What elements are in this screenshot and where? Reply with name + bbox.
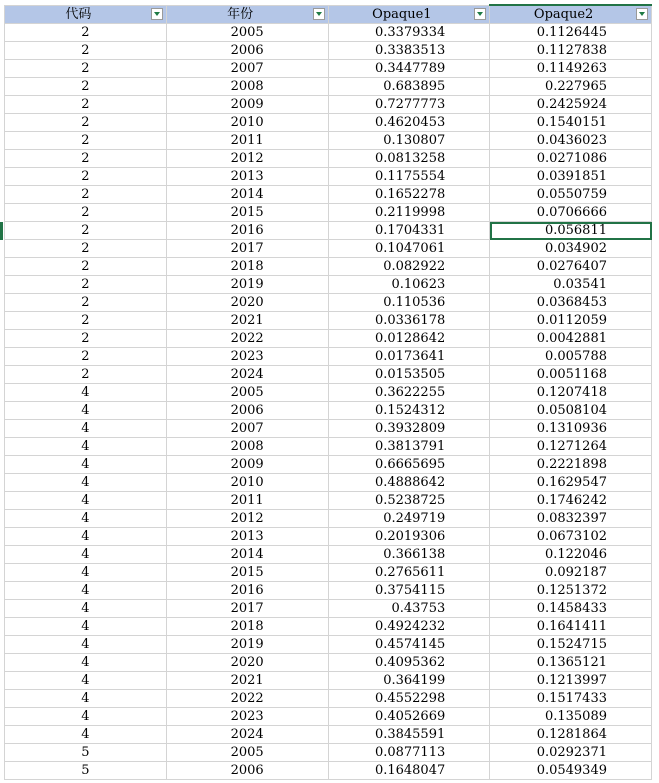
cell-opaque1[interactable]: 0.0153505 (328, 366, 490, 384)
table-row (5, 528, 652, 546)
cell-year[interactable]: 2012 (166, 510, 328, 528)
cell-year[interactable]: 2017 (166, 240, 328, 258)
cell-opaque1[interactable]: 0.4574145 (328, 636, 490, 654)
table-row (5, 132, 652, 150)
table-row (5, 636, 652, 654)
cell-code[interactable]: 4 (5, 618, 167, 636)
cell-code[interactable]: 4 (5, 654, 167, 672)
cell-opaque1[interactable]: 0.2019306 (328, 528, 490, 546)
cell-opaque2[interactable]: 0.1458433 (490, 600, 652, 618)
cell-opaque2[interactable]: 0.1746242 (490, 492, 652, 510)
cell-year[interactable]: 2023 (166, 348, 328, 366)
table-row (5, 474, 652, 492)
cell-opaque1[interactable]: 0.43753 (328, 600, 490, 618)
cell-code[interactable]: 4 (5, 456, 167, 474)
cell-year[interactable]: 2022 (166, 330, 328, 348)
cell-code[interactable]: 2 (5, 96, 167, 114)
cell-code[interactable]: 4 (5, 546, 167, 564)
filter-dropdown-icon[interactable] (474, 8, 486, 20)
cell-year[interactable]: 2011 (166, 132, 328, 150)
table-row (5, 96, 652, 114)
cell-code[interactable]: 4 (5, 420, 167, 438)
cell-year[interactable]: 2015 (166, 564, 328, 582)
cell-year[interactable]: 2013 (166, 528, 328, 546)
cell-opaque2[interactable]: 0.1251372 (490, 582, 652, 600)
cell-opaque2[interactable]: 0.1207418 (490, 384, 652, 402)
cell-opaque2[interactable]: 0.0368453 (490, 294, 652, 312)
filter-dropdown-icon[interactable] (313, 8, 325, 20)
table-row (5, 276, 652, 294)
table-row (5, 492, 652, 510)
cell-opaque1[interactable]: 0.3379334 (328, 24, 490, 42)
cell-year[interactable]: 2007 (166, 420, 328, 438)
cell-year[interactable]: 2021 (166, 312, 328, 330)
cell-opaque1[interactable]: 0.3754115 (328, 582, 490, 600)
cell-opaque2[interactable]: 0.0271086 (490, 150, 652, 168)
cell-opaque2[interactable]: 0.2221898 (490, 456, 652, 474)
cell-opaque2[interactable]: 0.034902 (490, 240, 652, 258)
column-header-label: 年份 (227, 6, 254, 22)
cell-code[interactable]: 2 (5, 258, 167, 276)
cell-year[interactable]: 2024 (166, 726, 328, 744)
cell-opaque1[interactable]: 0.110536 (328, 294, 490, 312)
cell-opaque2[interactable]: 0.0112059 (490, 312, 652, 330)
cell-code[interactable]: 2 (5, 330, 167, 348)
table-row (5, 150, 652, 168)
cell-code[interactable]: 2 (5, 240, 167, 258)
cell-code[interactable]: 4 (5, 672, 167, 690)
cell-year[interactable]: 2005 (166, 24, 328, 42)
cell-opaque1[interactable]: 0.10623 (328, 276, 490, 294)
cell-opaque1[interactable]: 0.0877113 (328, 744, 490, 762)
cell-code[interactable]: 4 (5, 384, 167, 402)
cell-year[interactable]: 2020 (166, 294, 328, 312)
cell-year[interactable]: 2010 (166, 114, 328, 132)
table-row (5, 654, 652, 672)
cell-year[interactable]: 2009 (166, 96, 328, 114)
cell-opaque1[interactable]: 0.4552298 (328, 690, 490, 708)
cell-opaque1[interactable]: 0.4620453 (328, 114, 490, 132)
table-row (5, 78, 652, 96)
cell-code[interactable]: 4 (5, 402, 167, 420)
cell-opaque2[interactable]: 0.0549349 (490, 762, 652, 780)
cell-code[interactable]: 4 (5, 600, 167, 618)
table-row (5, 546, 652, 564)
table-row (5, 204, 652, 222)
cell-opaque1[interactable]: 0.4888642 (328, 474, 490, 492)
cell-year[interactable]: 2014 (166, 186, 328, 204)
cell-opaque2[interactable]: 0.1271264 (490, 438, 652, 456)
table-row (5, 186, 652, 204)
cell-year[interactable]: 2018 (166, 618, 328, 636)
cell-opaque1[interactable]: 0.2119998 (328, 204, 490, 222)
cell-code[interactable]: 2 (5, 204, 167, 222)
cell-opaque1[interactable]: 0.366138 (328, 546, 490, 564)
cell-year[interactable]: 2011 (166, 492, 328, 510)
cell-code[interactable]: 5 (5, 762, 167, 780)
cell-year[interactable]: 2019 (166, 636, 328, 654)
table-row (5, 708, 652, 726)
cell-code[interactable]: 4 (5, 708, 167, 726)
table-row (5, 312, 652, 330)
column-header-label: Opaque1 (372, 6, 432, 22)
table-row (5, 600, 652, 618)
cell-opaque2[interactable]: 0.1310936 (490, 420, 652, 438)
table-row (5, 762, 652, 780)
cell-year[interactable]: 2010 (166, 474, 328, 492)
cell-code[interactable]: 4 (5, 474, 167, 492)
cell-opaque1[interactable]: 0.2765611 (328, 564, 490, 582)
cell-code[interactable]: 4 (5, 564, 167, 582)
cell-opaque2[interactable]: 0.005788 (490, 348, 652, 366)
cell-opaque1[interactable]: 0.1652278 (328, 186, 490, 204)
table-row (5, 42, 652, 60)
cell-code[interactable]: 2 (5, 348, 167, 366)
cell-opaque1[interactable]: 0.3447789 (328, 60, 490, 78)
cell-opaque2[interactable]: 0.0276407 (490, 258, 652, 276)
cell-code[interactable]: 2 (5, 312, 167, 330)
cell-year[interactable]: 2014 (166, 546, 328, 564)
table-row (5, 564, 652, 582)
column-header-opaque1[interactable] (328, 5, 490, 24)
filter-dropdown-icon[interactable] (151, 8, 163, 20)
cell-opaque2[interactable]: 0.0051168 (490, 366, 652, 384)
cell-opaque1[interactable]: 0.1047061 (328, 240, 490, 258)
cell-opaque2[interactable]: 0.0436023 (490, 132, 652, 150)
cell-opaque2[interactable]: 0.0508104 (490, 402, 652, 420)
cell-code[interactable]: 2 (5, 114, 167, 132)
cell-opaque2[interactable]: 0.1213997 (490, 672, 652, 690)
cell-opaque1[interactable]: 0.683895 (328, 78, 490, 96)
column-header-label: Opaque2 (533, 7, 594, 22)
cell-opaque1[interactable]: 0.0128642 (328, 330, 490, 348)
cell-opaque1[interactable]: 0.1524312 (328, 402, 490, 420)
cell-code[interactable]: 2 (5, 168, 167, 186)
cell-year[interactable]: 2008 (166, 438, 328, 456)
cell-opaque2[interactable]: 0.227965 (490, 78, 652, 96)
cell-code[interactable]: 2 (5, 132, 167, 150)
table-row (5, 294, 652, 312)
table-row (5, 690, 652, 708)
cell-year[interactable]: 2022 (166, 690, 328, 708)
cell-year[interactable]: 2016 (166, 582, 328, 600)
table-row (5, 348, 652, 366)
table-row (5, 222, 652, 240)
table-row (5, 456, 652, 474)
cell-opaque2[interactable]: 0.1517433 (490, 690, 652, 708)
cell-opaque2[interactable]: 0.092187 (490, 564, 652, 582)
cell-year[interactable]: 2006 (166, 42, 328, 60)
cell-year[interactable]: 2005 (166, 744, 328, 762)
table-row (5, 402, 652, 420)
cell-opaque2[interactable]: 0.122046 (490, 546, 652, 564)
cell-opaque1[interactable]: 0.3622255 (328, 384, 490, 402)
table-row (5, 24, 652, 42)
cell-year[interactable]: 2005 (166, 384, 328, 402)
cell-opaque2[interactable]: 0.0550759 (490, 186, 652, 204)
cell-year[interactable]: 2023 (166, 708, 328, 726)
cell-opaque1[interactable]: 0.1175554 (328, 168, 490, 186)
cell-opaque1[interactable]: 0.3932809 (328, 420, 490, 438)
cell-opaque1[interactable]: 0.3845591 (328, 726, 490, 744)
table-row (5, 744, 652, 762)
column-header-opaque2[interactable] (490, 5, 652, 24)
cell-opaque1[interactable]: 0.130807 (328, 132, 490, 150)
cell-year[interactable]: 2018 (166, 258, 328, 276)
cell-opaque1[interactable]: 0.0173641 (328, 348, 490, 366)
column-header-label: 代码 (65, 6, 92, 22)
cell-opaque2[interactable]: 0.0832397 (490, 510, 652, 528)
cell-opaque1[interactable]: 0.364199 (328, 672, 490, 690)
cell-year[interactable]: 2013 (166, 168, 328, 186)
cell-opaque2[interactable]: 0.1524715 (490, 636, 652, 654)
table-row (5, 60, 652, 78)
cell-opaque2[interactable]: 0.2425924 (490, 96, 652, 114)
cell-code[interactable]: 4 (5, 726, 167, 744)
cell-code[interactable]: 2 (5, 294, 167, 312)
cell-year[interactable]: 2008 (166, 78, 328, 96)
cell-code[interactable]: 4 (5, 510, 167, 528)
table-row (5, 726, 652, 744)
cell-code[interactable]: 5 (5, 744, 167, 762)
cell-opaque1[interactable]: 0.3813791 (328, 438, 490, 456)
cell-opaque2[interactable]: 0.0292371 (490, 744, 652, 762)
cell-opaque1[interactable]: 0.4095362 (328, 654, 490, 672)
cell-opaque1[interactable]: 0.1704331 (328, 222, 490, 240)
cell-code[interactable]: 2 (5, 186, 167, 204)
table-row (5, 582, 652, 600)
cell-opaque1[interactable]: 0.0336178 (328, 312, 490, 330)
cell-opaque1[interactable]: 0.0813258 (328, 150, 490, 168)
cell-opaque1[interactable]: 0.249719 (328, 510, 490, 528)
cell-opaque1[interactable]: 0.4052669 (328, 708, 490, 726)
column-header-code[interactable] (5, 5, 167, 24)
header-row (5, 5, 652, 24)
cell-code[interactable]: 2 (5, 78, 167, 96)
table-row (5, 114, 652, 132)
table-row (5, 366, 652, 384)
cell-year[interactable]: 2016 (166, 222, 328, 240)
cell-code[interactable]: 4 (5, 636, 167, 654)
cell-year[interactable]: 2019 (166, 276, 328, 294)
table-row (5, 510, 652, 528)
table-row (5, 240, 652, 258)
cell-year[interactable]: 2006 (166, 762, 328, 780)
cell-code[interactable]: 2 (5, 366, 167, 384)
cell-code[interactable]: 4 (5, 492, 167, 510)
cell-opaque2[interactable]: 0.135089 (490, 708, 652, 726)
cell-opaque2[interactable]: 0.0706666 (490, 204, 652, 222)
cell-opaque2[interactable]: 0.1641411 (490, 618, 652, 636)
cell-year[interactable]: 2012 (166, 150, 328, 168)
column-header-year[interactable] (166, 5, 328, 24)
cell-opaque2[interactable]: 0.1365121 (490, 654, 652, 672)
table-row (5, 438, 652, 456)
filter-dropdown-icon[interactable] (636, 8, 648, 20)
cell-year[interactable]: 2021 (166, 672, 328, 690)
cell-opaque2[interactable]: 0.03541 (490, 276, 652, 294)
cell-code[interactable]: 2 (5, 24, 167, 42)
cell-opaque2[interactable]: 0.1149263 (490, 60, 652, 78)
data-table (4, 4, 652, 780)
cell-year[interactable]: 2009 (166, 456, 328, 474)
cell-opaque1[interactable]: 0.7277773 (328, 96, 490, 114)
cell-opaque2[interactable]: 0.1281864 (490, 726, 652, 744)
table-row (5, 672, 652, 690)
cell-year[interactable]: 2006 (166, 402, 328, 420)
cell-opaque2[interactable]: 0.1127838 (490, 42, 652, 60)
cell-code[interactable]: 2 (5, 42, 167, 60)
cell-opaque1[interactable]: 0.6665695 (328, 456, 490, 474)
cell-year[interactable]: 2017 (166, 600, 328, 618)
cell-code[interactable]: 2 (5, 222, 167, 240)
cell-code[interactable]: 4 (5, 582, 167, 600)
cell-year[interactable]: 2015 (166, 204, 328, 222)
cell-code[interactable]: 2 (5, 276, 167, 294)
table-row (5, 384, 652, 402)
active-row-marker (0, 222, 3, 240)
cell-opaque1[interactable]: 0.082922 (328, 258, 490, 276)
cell-opaque2[interactable]: 0.0042881 (490, 330, 652, 348)
table-row (5, 420, 652, 438)
cell-opaque1[interactable]: 0.4924232 (328, 618, 490, 636)
cell-opaque2[interactable]: 0.1540151 (490, 114, 652, 132)
cell-year[interactable]: 2024 (166, 366, 328, 384)
cell-opaque1[interactable]: 0.1648047 (328, 762, 490, 780)
cell-opaque2[interactable]: 0.1629547 (490, 474, 652, 492)
cell-opaque1[interactable]: 0.5238725 (328, 492, 490, 510)
cell-year[interactable]: 2007 (166, 60, 328, 78)
table-row (5, 168, 652, 186)
cell-code[interactable]: 2 (5, 150, 167, 168)
cell-opaque1[interactable]: 0.3383513 (328, 42, 490, 60)
table-row (5, 258, 652, 276)
table-row (5, 618, 652, 636)
cell-code[interactable]: 2 (5, 60, 167, 78)
cell-code[interactable]: 4 (5, 690, 167, 708)
cell-opaque2[interactable]: 0.0391851 (490, 168, 652, 186)
selected-cell[interactable]: 0.056811 (490, 222, 652, 240)
cell-opaque2[interactable]: 0.0673102 (490, 528, 652, 546)
table-row (5, 330, 652, 348)
cell-opaque2[interactable]: 0.1126445 (490, 24, 652, 42)
cell-code[interactable]: 4 (5, 528, 167, 546)
cell-year[interactable]: 2020 (166, 654, 328, 672)
cell-code[interactable]: 4 (5, 438, 167, 456)
